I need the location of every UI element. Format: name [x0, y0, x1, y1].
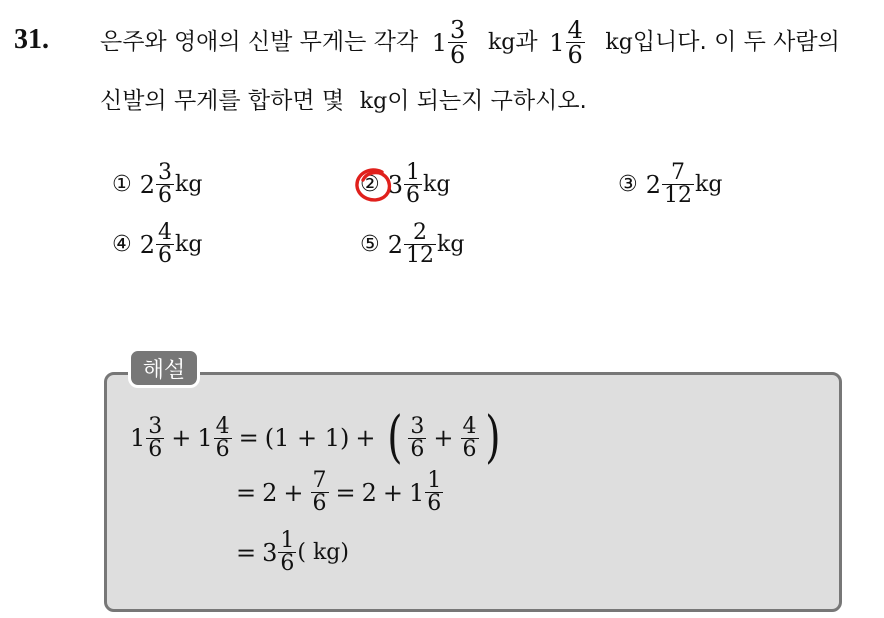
- unit-kg: kg: [605, 29, 633, 55]
- plus-sign: +: [355, 424, 376, 452]
- fraction-numerator: 1: [406, 160, 421, 185]
- fraction-numerator: 1: [427, 468, 442, 493]
- fraction-denominator: 12: [406, 243, 435, 268]
- fraction-denominator: 6: [406, 183, 421, 208]
- fraction-denominator: 12: [664, 183, 693, 208]
- option-4[interactable]: [112, 222, 202, 267]
- option-fraction: [156, 162, 174, 207]
- option-unit: kg: [175, 232, 203, 257]
- fraction-numerator: 3: [450, 16, 466, 44]
- option-unit: kg: [423, 172, 451, 197]
- term-fraction: [311, 470, 329, 515]
- term-whole: 1: [409, 478, 425, 507]
- fraction-denominator: 6: [158, 183, 173, 208]
- solution-tag: 해설: [128, 348, 200, 388]
- term-fraction: [278, 530, 296, 575]
- answer-circle-mark: [352, 166, 396, 206]
- fraction-denominator: 6: [158, 243, 173, 268]
- plus-sign: +: [283, 478, 304, 507]
- fraction-denominator: 6: [280, 551, 295, 576]
- term-fraction: [461, 413, 479, 462]
- plus-sign: +: [171, 424, 192, 452]
- fraction-numerator: 7: [312, 468, 327, 493]
- equals-sign: =: [238, 424, 259, 452]
- option-5[interactable]: [360, 222, 464, 267]
- fraction-denominator: 6: [462, 436, 477, 462]
- fraction-denominator: 6: [148, 436, 163, 462]
- question-line-1: [100, 18, 840, 67]
- term-fraction: [425, 470, 443, 515]
- term-whole: 2: [361, 478, 377, 507]
- option-marker: ④: [112, 232, 132, 257]
- fraction-denominator: 6: [567, 41, 583, 69]
- unit-kg: kg: [487, 29, 516, 55]
- unit-kg: kg: [359, 88, 388, 114]
- fraction-denominator: 6: [450, 41, 466, 69]
- first-weight-whole: 1: [431, 28, 448, 57]
- term-whole: 1: [130, 424, 146, 452]
- question-text-e: 이 되는지 구하시오.: [387, 88, 587, 114]
- paren-sum: (1 + 1): [264, 424, 350, 452]
- option-marker: ②: [360, 172, 380, 197]
- fraction-numerator: 3: [158, 160, 173, 185]
- option-whole: 2: [387, 230, 404, 259]
- fraction-numerator: 3: [148, 413, 163, 439]
- option-unit: kg: [175, 172, 203, 197]
- equals-sign: =: [236, 538, 257, 567]
- solution-line-1: [130, 405, 505, 470]
- option-whole: 2: [139, 230, 156, 259]
- term-fraction: [146, 413, 164, 462]
- second-weight-fraction: [566, 18, 585, 67]
- option-unit: kg: [695, 172, 723, 197]
- option-fraction: [404, 222, 436, 267]
- fraction-denominator: 6: [215, 436, 230, 462]
- question-text-a: 은주와 영애의 신발 무게는 각각: [100, 29, 419, 55]
- option-3[interactable]: [618, 162, 722, 207]
- option-fraction: [156, 222, 174, 267]
- fraction-denominator: 6: [312, 491, 327, 516]
- question-text-d: 신발의 무게를 합하면 몇: [100, 88, 345, 114]
- fraction-denominator: 6: [427, 491, 442, 516]
- term-fraction: [408, 413, 426, 462]
- fraction-numerator: 4: [158, 220, 173, 245]
- equals-sign: =: [335, 478, 356, 507]
- fraction-numerator: 2: [413, 220, 428, 245]
- fraction-numerator: 4: [462, 413, 477, 439]
- first-weight-fraction: [448, 18, 467, 67]
- right-paren: ): [484, 405, 501, 470]
- fraction-numerator: 3: [410, 413, 425, 439]
- question-line-2: [100, 88, 587, 113]
- term-fraction: [214, 413, 232, 462]
- plus-sign: +: [382, 478, 403, 507]
- option-marker: ①: [112, 172, 132, 197]
- option-marker: ③: [618, 172, 638, 197]
- solution-line-2: [236, 470, 444, 515]
- option-marker: ⑤: [360, 232, 380, 257]
- option-whole: 3: [387, 170, 404, 199]
- plus-sign: +: [433, 424, 454, 452]
- second-weight-whole: 1: [549, 28, 565, 57]
- fraction-numerator: 4: [567, 16, 583, 44]
- option-fraction: [404, 162, 422, 207]
- option-unit: kg: [437, 232, 465, 257]
- term-whole: 1: [197, 424, 213, 452]
- option-whole: 2: [645, 170, 662, 199]
- question-number: 31.: [14, 24, 49, 55]
- option-whole: 2: [139, 170, 156, 199]
- fraction-numerator: 4: [215, 413, 230, 439]
- fraction-denominator: 6: [410, 436, 425, 462]
- fraction-numerator: 1: [280, 528, 295, 553]
- solution-box: [104, 372, 842, 612]
- fraction-numerator: 7: [671, 160, 686, 185]
- solution-line-3: [236, 530, 349, 575]
- question-text-c: 입니다. 이 두 사람의: [632, 29, 840, 55]
- term-whole: 2: [262, 478, 278, 507]
- option-1[interactable]: [112, 162, 202, 207]
- left-paren: (: [386, 405, 403, 470]
- question-text-b: 과: [515, 29, 538, 55]
- option-fraction: [662, 162, 694, 207]
- equals-sign: =: [236, 478, 257, 507]
- term-whole: 3: [262, 538, 278, 567]
- answer-unit: ( kg): [297, 540, 349, 565]
